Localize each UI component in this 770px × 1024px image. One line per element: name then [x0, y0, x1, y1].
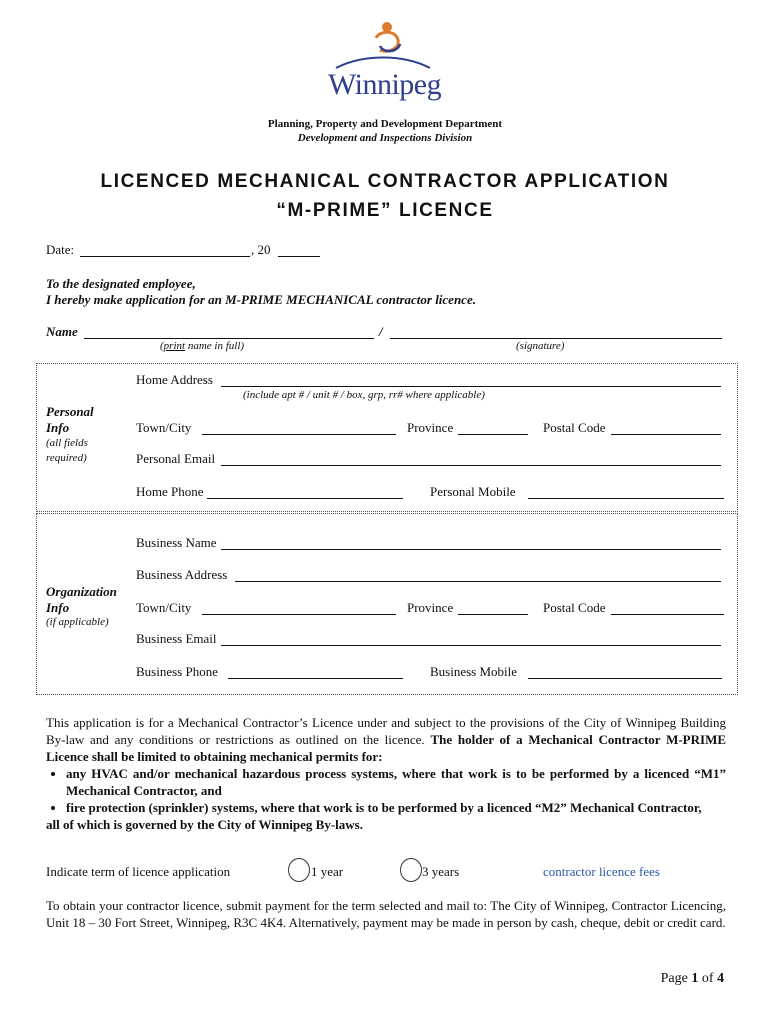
date-year-prefix: , 20 — [251, 242, 271, 257]
business-postal-field[interactable] — [611, 614, 724, 615]
date-year-field[interactable] — [278, 256, 320, 257]
contractor-licence-fees-link[interactable]: contractor licence fees — [543, 864, 660, 879]
personal-email-label: Personal Email — [136, 451, 216, 466]
term-1-year-radio[interactable] — [288, 858, 310, 882]
business-mobile-label: Business Mobile — [430, 664, 518, 679]
department-name: Planning, Property and Development Department — [267, 118, 503, 130]
business-province-label: Province — [407, 600, 454, 615]
date-label: Date: — [46, 242, 75, 257]
personal-email-field[interactable] — [221, 465, 721, 466]
home-address-label: Home Address — [136, 372, 213, 387]
business-address-label: Business Address — [136, 567, 228, 582]
term-3-years-label: 3 years — [422, 864, 460, 879]
winnipeg-logo — [318, 18, 448, 108]
licence-terms — [46, 714, 726, 833]
business-mobile-field[interactable] — [528, 678, 722, 679]
personal-section-note-2: required) — [46, 452, 87, 464]
personal-section-label: Personal — [46, 404, 94, 419]
business-province-field[interactable] — [458, 614, 528, 615]
business-postal-label: Postal Code — [543, 600, 606, 615]
list-item: • any HVAC and/or mechanical hazardous process systems, where that work is to be performed by a licenced “M1” Mechanical Contractor, and — [66, 765, 726, 799]
name-label: Name — [46, 324, 78, 339]
intro-statement: I hereby make application for an M-PRIME MECHANICAL contractor licence. — [46, 292, 476, 307]
business-email-field[interactable] — [221, 645, 721, 646]
personal-section-label-info: Info — [46, 420, 70, 435]
terms-bullet-list — [46, 765, 726, 816]
signature-hint: (signature) — [516, 340, 565, 352]
page-number: Page 1 of 4 — [660, 971, 724, 986]
personal-mobile-field[interactable] — [528, 498, 724, 499]
home-address-field[interactable] — [221, 386, 721, 387]
signature-field[interactable] — [390, 338, 722, 339]
business-town-label: Town/City — [136, 600, 192, 615]
division-name: Development and Inspections Division — [297, 132, 473, 144]
list-item: • fire protection (sprinkler) systems, where that work is to be performed by a licenced “M2” Mechanical Contractor, — [66, 799, 726, 816]
winnipeg-wordmark: Winnipeg — [328, 68, 442, 101]
organization-section-label-info: Info — [46, 600, 70, 615]
payment-instructions: To obtain your contractor licence, submit payment for the term selected and mail to: The City of Winnipeg, Contractor Licencing, Unit 18 – 30 Fort Street, Winnipeg, R3C 4K4. Alternatively, payment may be made in person by cash, cheque, debit or credit card. — [46, 898, 726, 930]
business-town-field[interactable] — [202, 614, 396, 615]
business-name-label: Business Name — [136, 535, 217, 550]
personal-province-field[interactable] — [458, 434, 528, 435]
print-name-field[interactable] — [84, 338, 374, 339]
business-address-field[interactable] — [235, 581, 721, 582]
personal-province-label: Province — [407, 420, 454, 435]
term-3-years-radio[interactable] — [400, 858, 422, 882]
address-hint: (include apt # / unit # / box, grp, rr# where applicable) — [243, 389, 485, 401]
print-name-hint: (print name in full) — [160, 340, 245, 352]
business-email-label: Business Email — [136, 631, 217, 646]
intro-salutation: To the designated employee, — [46, 276, 196, 291]
date-field[interactable] — [80, 256, 250, 257]
page-title: LICENCED MECHANICAL CONTRACTOR APPLICATION — [100, 171, 670, 192]
personal-section-note: (all fields — [46, 437, 88, 449]
personal-postal-label: Postal Code — [543, 420, 606, 435]
business-name-field[interactable] — [221, 549, 721, 550]
terms-closing: all of which is governed by the City of Winnipeg By-laws. — [46, 817, 363, 832]
home-phone-field[interactable] — [207, 498, 403, 499]
business-phone-field[interactable] — [228, 678, 403, 679]
personal-postal-field[interactable] — [611, 434, 721, 435]
business-phone-label: Business Phone — [136, 664, 218, 679]
term-selection-label: Indicate term of licence application — [46, 864, 231, 879]
personal-town-label: Town/City — [136, 420, 192, 435]
page-subtitle: “M-PRIME” LICENCE — [276, 200, 494, 221]
personal-mobile-label: Personal Mobile — [430, 484, 516, 499]
terms-lead: This application is for a Mechanical Contractor’s Licence under and subject to the provisions of the City of Winnipeg Building By-law and any conditions or restrictions as outlined on the licence. — [46, 715, 726, 747]
terms-lead-bold: The holder of a Mechanical Contractor M-PRIME Licence shall be limited to obtaining mechanical permits for: — [46, 732, 727, 764]
personal-town-field[interactable] — [202, 434, 396, 435]
organization-section-note: (if applicable) — [46, 616, 109, 628]
term-1-year-label: 1 year — [311, 864, 344, 879]
name-separator: / — [379, 324, 383, 339]
home-phone-label: Home Phone — [136, 484, 204, 499]
organization-section-label: Organization — [46, 584, 117, 599]
